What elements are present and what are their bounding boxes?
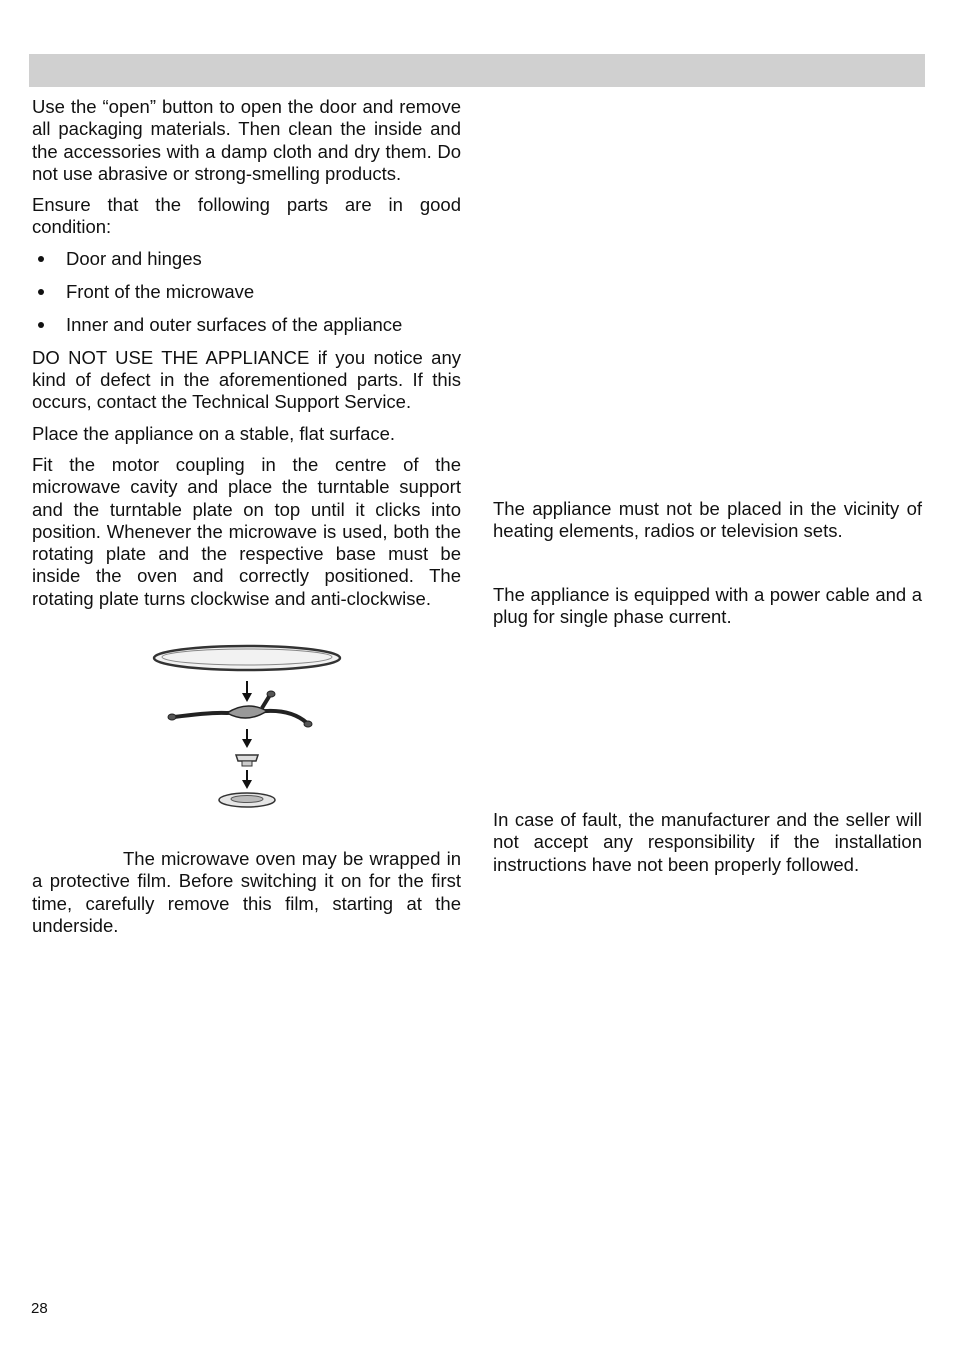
- right-column-block-1: [493, 498, 922, 552]
- page-number: 28: [31, 1300, 48, 1317]
- parts-list: [32, 248, 461, 336]
- paragraph-power-cable: The appliance is equipped with a power cable and a plug for single phase current.: [493, 584, 922, 628]
- arrow-down-icon: [242, 681, 252, 702]
- arrow-down-icon: [242, 729, 252, 748]
- left-column: [32, 96, 461, 619]
- arrow-down-icon: [242, 770, 252, 789]
- list-item: Front of the microwave: [32, 281, 461, 303]
- bullet-icon: [38, 289, 44, 295]
- turntable-plate-icon: [154, 646, 340, 670]
- paragraph-unpacking: Use the “open” button to open the door and remove all packaging materials. Then clean the inside and the accessories with a damp cloth and dry them. Do not use abrasive or strong-smelling products.: [32, 96, 461, 184]
- paragraph-vicinity: The appliance must not be placed in the vicinity of heating elements, radios or television sets.: [493, 498, 922, 542]
- list-item: Inner and outer surfaces of the appliance: [32, 314, 461, 336]
- paragraph-turntable: Fit the motor coupling in the centre of the microwave cavity and place the turntable support and the turntable plate on top until it clicks into position. Whenever the microwave is used, both the rotating plate and the respective base must be inside the oven and correctly positioned. The rotating plate turns clockwise and anti-clockwise.: [32, 453, 461, 609]
- paragraph-check-parts: Ensure that the following parts are in good condition:: [32, 194, 461, 238]
- drive-base-icon: [219, 793, 275, 807]
- paragraph-protective-film: The microwave oven may be wrapped in a protective film. Before switching it on for the first time, carefully remove this film, starting at the underside.: [32, 848, 461, 936]
- turntable-assembly-diagram: [152, 640, 343, 809]
- list-item: Door and hinges: [32, 248, 461, 270]
- section-header-bar: [29, 54, 925, 87]
- paragraph-do-not-use: DO NOT USE THE APPLIANCE if you notice any kind of defect in the aforementioned parts. If this occurs, contact the Technical Support Service.: [32, 346, 461, 413]
- right-column-block-2: [493, 584, 922, 638]
- paragraph-fault-responsibility: In case of fault, the manufacturer and the seller will not accept any responsibility if the installation instructions have not been properly followed.: [493, 809, 922, 875]
- turntable-support-icon: [168, 691, 312, 727]
- bullet-icon: [38, 256, 44, 262]
- left-column-lower: [32, 848, 461, 946]
- motor-coupling-icon: [236, 755, 258, 766]
- paragraph-placement: Place the appliance on a stable, flat surface.: [32, 422, 396, 444]
- right-column-block-3: [493, 809, 922, 885]
- bullet-icon: [38, 322, 44, 328]
